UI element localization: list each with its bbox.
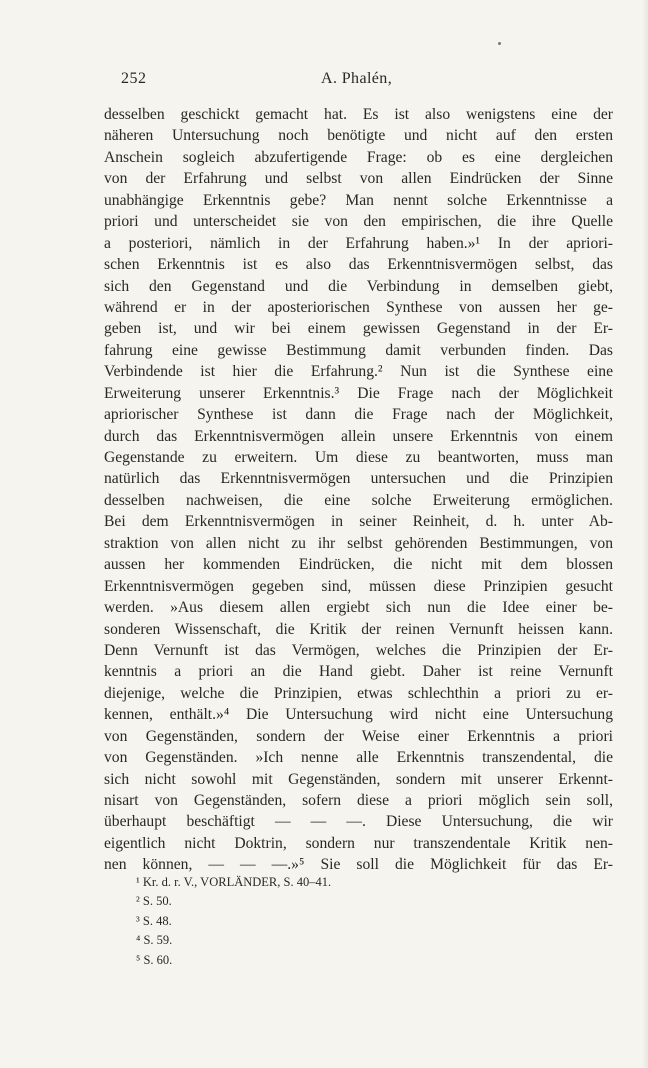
body-line: werden. »Aus diesem allen ergiebt sich nun die Idee einer be- bbox=[104, 599, 613, 617]
body-line: näheren Untersuchung noch benötigte und nicht auf den ersten bbox=[104, 127, 613, 145]
body-line: desselben geschickt gemacht hat. Es ist also wenigstens eine der bbox=[104, 106, 613, 123]
body-line: apriorischer Synthese ist dann die Frage nach der Möglichkeit, bbox=[104, 406, 613, 424]
body-line: Anschein sogleich abzufertigende Frage: ob es eine dergleichen bbox=[104, 148, 613, 166]
body-line: von der Erfahrung und selbst von allen Eindrücken der Sinne bbox=[104, 170, 613, 188]
body-line: Bei dem Erkenntnisvermögen in seiner Reinheit, d. h. unter Ab- bbox=[104, 513, 613, 531]
body-line: geben ist, und wir bei einem gewissen Gegenstand in der Er- bbox=[104, 320, 613, 338]
footnote-5: ⁵ S. 60. bbox=[136, 952, 173, 967]
body-line: kenntnis a priori an die Hand giebt. Daher ist reine Vernunft bbox=[104, 663, 613, 681]
body-line: Gegenstande zu erweitern. Um diese zu beantworten, muss man bbox=[104, 449, 613, 466]
body-line: Erkenntnisvermögen gegeben sind, müssen diese Prinzipien gesucht bbox=[104, 577, 613, 595]
footnote-4: ⁴ S. 59. bbox=[136, 933, 173, 948]
body-line-last: nen können, — — —.»⁵ Sie soll die Möglichkeit für das Er- bbox=[104, 856, 613, 874]
body-line: nisart von Gegenständen, sofern diese a priori möglich sein soll, bbox=[104, 792, 613, 809]
body-line: unabhängige Erkenntnis gebe? Man nennt solche Erkenntnisse a bbox=[104, 191, 613, 209]
body-line: priori und unterscheidet sie von den empirischen, die ihre Quelle bbox=[104, 213, 613, 231]
body-line: fahrung eine gewisse Bestimmung damit verbunden finden. Das bbox=[104, 341, 613, 359]
page-speck bbox=[498, 42, 501, 45]
body-line: Verbindende ist hier die Erfahrung.² Nun ist die Synthese eine bbox=[104, 363, 613, 381]
body-line: eigentlich nicht Doktrin, sondern nur transzendentale Kritik nen- bbox=[104, 834, 613, 852]
body-line: von Gegenständen, sondern der Weise einer Erkenntnis a priori bbox=[104, 727, 613, 745]
footnotes bbox=[136, 873, 496, 970]
body-line: überhaupt beschäftigt — — —. Diese Untersuchung, die wir bbox=[104, 813, 613, 831]
body-text bbox=[104, 104, 613, 876]
body-line: diejenige, welche die Prinzipien, etwas schlechthin a priori zu er- bbox=[104, 684, 613, 702]
body-line: natürlich das Erkenntnisvermögen untersuchen und die Prinzipien bbox=[104, 470, 613, 488]
running-head: A. Phalén, bbox=[321, 70, 393, 87]
body-line: desselben nachweisen, die eine solche Erweiterung ermöglichen. bbox=[104, 491, 613, 509]
body-line: durch das Erkenntnisvermögen allein unsere Erkenntnis von einem bbox=[104, 427, 613, 445]
body-line: sich den Gegenstand und die Verbindung in demselben giebt, bbox=[104, 277, 613, 295]
body-line: Denn Vernunft ist das Vermögen, welches die Prinzipien der Er- bbox=[104, 641, 613, 659]
body-line: aussen her kommenden Eindrücken, die nicht mit dem blossen bbox=[104, 556, 613, 574]
page-edge-shadow bbox=[642, 0, 648, 1068]
body-line: sich nicht sowohl mit Gegenständen, sondern mit unserer Erkennt- bbox=[104, 770, 613, 788]
body-line: sonderen Wissenschaft, die Kritik der reinen Vernunft heissen kann. bbox=[104, 620, 613, 638]
body-line: von Gegenständen. »Ich nenne alle Erkenntnis transzendental, die bbox=[104, 749, 613, 767]
body-line: kennen, enthält.»⁴ Die Untersuchung wird nicht eine Untersuchung bbox=[104, 706, 613, 724]
body-line: a posteriori, nämlich in der Erfahrung haben.»¹ In der apriori- bbox=[104, 234, 613, 252]
body-line: Erweiterung unserer Erkenntnis.³ Die Frage nach der Möglichkeit bbox=[104, 384, 613, 402]
footnote-2: ² S. 50. bbox=[136, 894, 172, 909]
footnote-1: ¹ Kr. d. r. V., VORLÄNDER, S. 40–41. bbox=[136, 875, 332, 889]
footnote-3: ³ S. 48. bbox=[136, 913, 172, 928]
body-line: schen Erkenntnis ist es also das Erkenntnisvermögen selbst, das bbox=[104, 256, 613, 274]
page-number: 252 bbox=[121, 70, 147, 87]
body-line: straktion von allen nicht zu ihr selbst gehörenden Bestimmungen, von bbox=[104, 534, 613, 552]
body-line: während er in der aposteriorischen Synthese von aussen her ge- bbox=[104, 298, 613, 316]
